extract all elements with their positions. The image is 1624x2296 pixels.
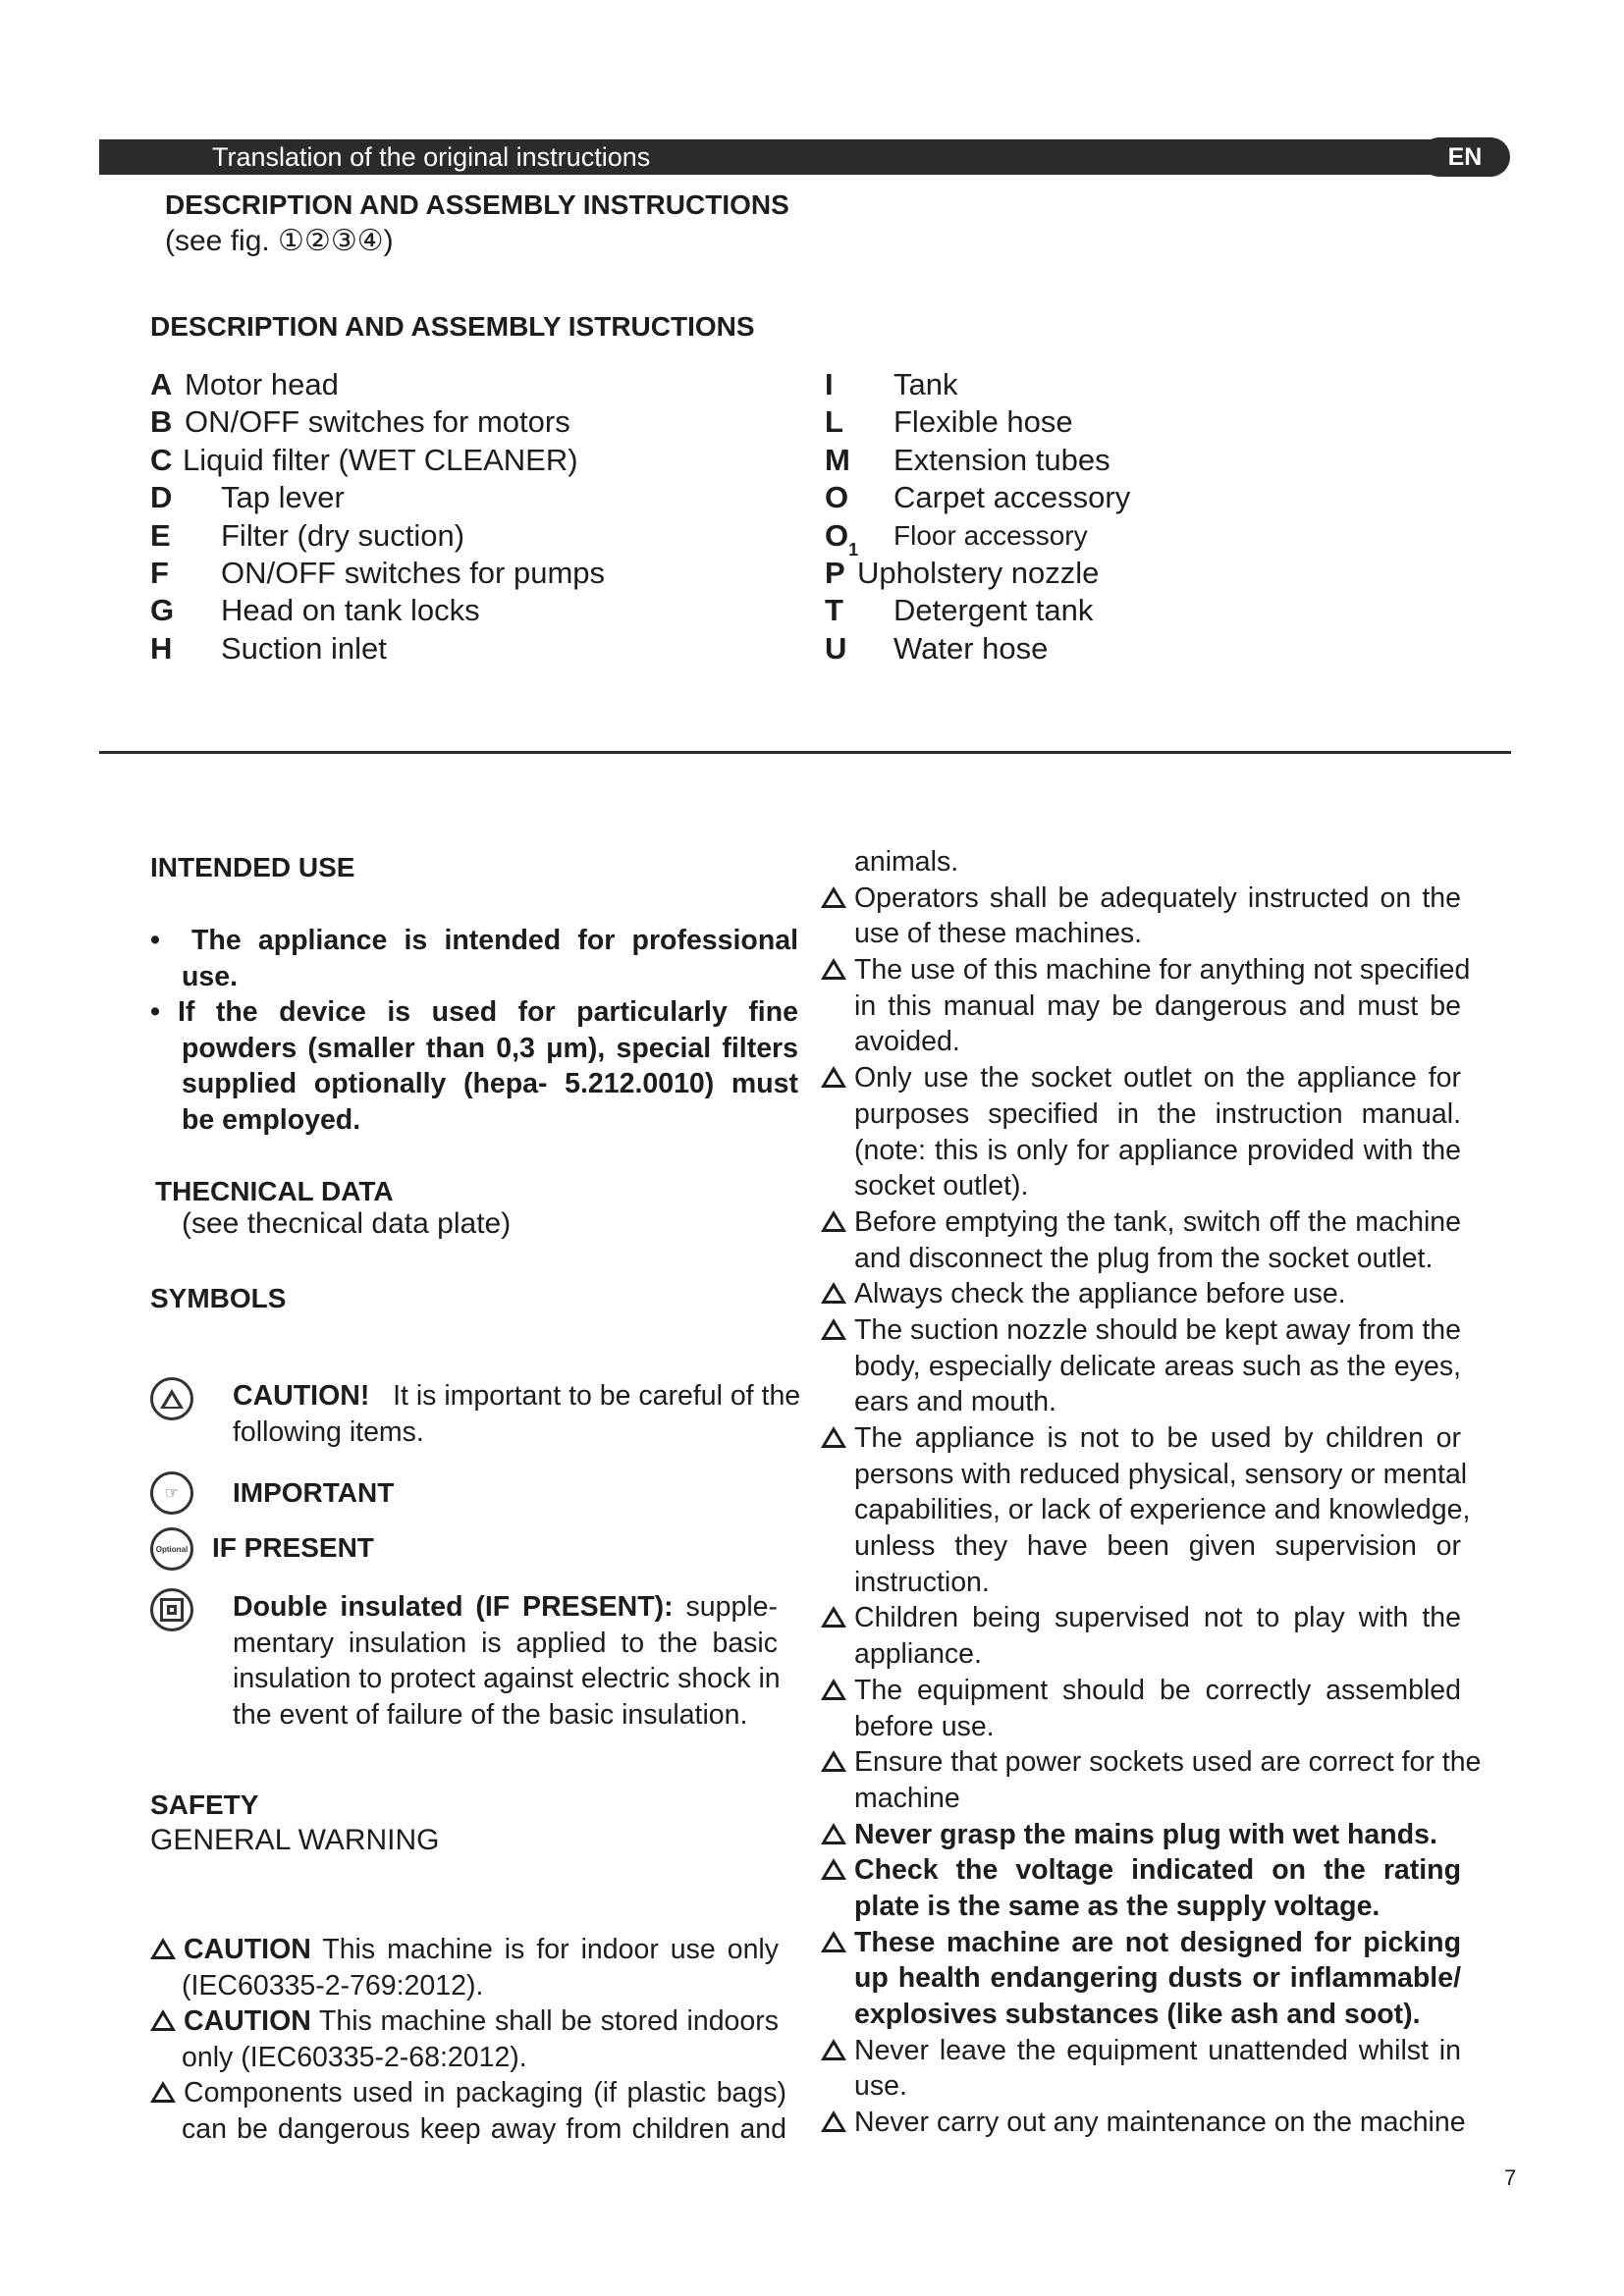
double-line: mentary insulation is applied to the basic	[233, 1627, 778, 1659]
double-line: insulation to protect against electric shock in	[233, 1663, 781, 1695]
part-label: Liquid filter (WET CLEANER)	[183, 442, 578, 477]
warning-line: ears and mouth.	[854, 1386, 1056, 1418]
warning-text: Always check the appliance before use.	[854, 1278, 1346, 1310]
warning-line	[821, 1204, 1461, 1241]
part-label: Water hose	[893, 630, 1049, 666]
symbol-caution	[233, 1378, 802, 1450]
part-code: O	[825, 480, 849, 515]
warning-icon	[821, 958, 846, 980]
warning-item	[821, 952, 1471, 1060]
part-row	[825, 555, 1335, 592]
warning-item	[821, 1744, 1482, 1816]
caution-label: CAUTION	[184, 2005, 311, 2037]
safety-line: can be dangerous keep away from children and	[182, 2112, 786, 2145]
warning-icon	[821, 1210, 846, 1232]
symbols-title: SYMBOLS	[150, 1283, 287, 1313]
warning-icon	[821, 1750, 846, 1772]
warning-line: persons with reduced physical, sensory or mental	[854, 1458, 1468, 1490]
technical-data-text: (see thecnical data plate)	[182, 1207, 512, 1240]
warning-text: Never grasp the mains plug with wet hands.	[854, 1818, 1437, 1850]
warning-line: unless they have been given supervision or	[854, 1530, 1461, 1563]
warning-line: instruction.	[854, 1566, 990, 1598]
warning-line: machine	[854, 1782, 960, 1814]
intended-use-bullet-1	[150, 923, 798, 994]
part-label: Detergent tank	[893, 593, 1094, 628]
part-row	[150, 366, 779, 403]
warning-line: use.	[854, 2070, 907, 2103]
part-row	[825, 592, 1335, 629]
part-label: Filter (dry suction)	[221, 517, 465, 553]
section1-title: DESCRIPTION AND ASSEMBLY INSTRUCTIONS	[165, 189, 789, 220]
page-number: 7	[1504, 2165, 1517, 2190]
warning-line	[821, 1060, 1461, 1096]
parts-list-right	[825, 366, 1335, 667]
warning-text: Children being supervised not to play with the	[854, 1602, 1461, 1634]
warning-line: and disconnect the plug from the socket outlet.	[854, 1242, 1434, 1274]
warning-text: The use of this machine for anything not specified	[854, 954, 1471, 987]
warning-icon	[821, 1606, 846, 1628]
caution-label: CAUTION!	[233, 1380, 370, 1412]
part-code: C	[150, 442, 173, 477]
warning-text: Never leave the equipment unattended whilst in	[854, 2034, 1461, 2066]
warning-item	[821, 1060, 1461, 1204]
part-code: P	[825, 555, 845, 590]
part-code: I	[825, 367, 834, 401]
warning-item	[821, 1817, 1461, 1853]
bullet-text: If the device is used for particularly fine	[178, 996, 798, 1028]
optional-icon: Optional	[150, 1527, 193, 1571]
warning-line	[821, 1276, 1461, 1312]
double-line	[233, 1589, 778, 1626]
warning-text: The equipment should be correctly assembled	[854, 1674, 1461, 1706]
part-code: F	[150, 555, 169, 590]
warning-text: Check the voltage indicated on the rating	[854, 1854, 1461, 1887]
warning-text: Never carry out any maintenance on the machine	[854, 2107, 1466, 2139]
part-code: D	[150, 480, 173, 515]
safety-caution-1	[150, 1932, 779, 2003]
part-row	[150, 479, 779, 516]
caution-line: following items.	[233, 1415, 424, 1448]
part-label: Tank	[893, 367, 958, 401]
warning-line	[821, 952, 1471, 988]
section2-title: DESCRIPTION AND ASSEMBLY ISTRUCTIONS	[150, 311, 755, 342]
part-label: Head on tank locks	[221, 593, 480, 628]
warning-item	[821, 2033, 1461, 2105]
part-code: L	[825, 404, 843, 440]
caution-label: CAUTION	[184, 1934, 311, 1965]
warning-line: body, especially delicate areas such as the eyes,	[854, 1350, 1461, 1382]
packaging-text: Components used in packaging (if plastic bags)	[184, 2077, 786, 2109]
part-label: Tap lever	[221, 480, 345, 515]
warning-icon	[150, 2009, 176, 2031]
warning-line	[821, 1744, 1482, 1781]
safety-title: SAFETY	[150, 1789, 259, 1820]
part-row	[150, 592, 779, 629]
double-label: Double insulated (IF PRESENT):	[233, 1591, 674, 1623]
bullet-text: The appliance is intended for professional	[191, 925, 798, 956]
safety-subtitle: GENERAL WARNING	[150, 1824, 440, 1856]
warning-line: before use.	[854, 1710, 995, 1742]
part-label: Extension tubes	[893, 442, 1110, 477]
part-row	[150, 403, 779, 441]
warning-line	[821, 1925, 1461, 1961]
warning-line: capabilities, or lack of experience and knowledge,	[854, 1494, 1471, 1526]
warning-line	[821, 1312, 1461, 1349]
warning-text: These machine are not designed for picking	[854, 1926, 1461, 1958]
warning-item	[821, 1925, 1461, 2033]
bullet-line: use.	[182, 960, 239, 992]
safety-line	[150, 1932, 779, 1968]
warning-icon	[821, 886, 846, 908]
double-line: the event of failure of the basic insulation.	[233, 1699, 748, 1732]
safety-line: only (IEC60335-2-68:2012).	[182, 2041, 527, 2073]
warning-icon	[821, 1931, 846, 1952]
warning-text: Ensure that power sockets used are correct for the	[854, 1746, 1482, 1779]
double-square-icon	[160, 1598, 184, 1622]
warning-line: up health endangering dusts or inflammable/	[854, 1962, 1461, 1995]
part-row	[825, 517, 1335, 560]
warning-icon	[150, 2081, 176, 2103]
technical-data-title: THECNICAL DATA	[155, 1176, 394, 1206]
bullet-line: supplied optionally (hepa- 5.212.0010) must	[182, 1068, 798, 1100]
symbol-important-label: IMPORTANT	[233, 1477, 395, 1508]
warning-icon	[821, 1426, 846, 1448]
safety-warnings-list	[821, 844, 1482, 2141]
safety-caution-2	[150, 2003, 779, 2075]
language-badge: EN	[1420, 137, 1510, 177]
warning-icon	[821, 1066, 846, 1088]
part-label: Floor accessory	[893, 519, 1088, 551]
part-label: Carpet accessory	[893, 480, 1131, 515]
part-row	[825, 630, 1335, 667]
important-hand-icon: ☞	[150, 1471, 193, 1515]
warning-item	[821, 1420, 1471, 1600]
part-code-letter: O	[825, 517, 849, 553]
warning-item	[821, 1852, 1461, 1924]
warning-line	[821, 2105, 1466, 2141]
part-label: Flexible hose	[893, 404, 1073, 440]
section1-subtitle: (see fig. ①②③④)	[165, 225, 394, 257]
warning-icon	[150, 1938, 176, 1959]
part-row	[825, 366, 1335, 403]
bullet-dot: •	[150, 925, 160, 956]
intended-use-title: INTENDED USE	[150, 852, 355, 882]
symbol-double-insulated	[233, 1589, 781, 1734]
warning-icon	[821, 1679, 846, 1700]
warning-item	[821, 1312, 1461, 1420]
part-code: T	[825, 593, 843, 628]
section-divider	[99, 751, 1511, 754]
bullet-line	[150, 994, 798, 1031]
parts-list-left	[150, 366, 779, 667]
safety-line	[150, 2075, 786, 2111]
double-text: supple-	[685, 1591, 778, 1623]
warning-text: Before emptying the tank, switch off the machine	[854, 1205, 1461, 1238]
part-code: H	[150, 630, 173, 666]
warning-line: animals.	[854, 846, 959, 878]
warning-text: The suction nozzle should be kept away from the	[854, 1313, 1461, 1346]
part-row	[150, 517, 779, 555]
part-row	[825, 479, 1335, 516]
warning-text: Only use the socket outlet on the appliance for	[854, 1062, 1461, 1095]
warning-line	[821, 881, 1461, 917]
part-code-subscript: 1	[848, 539, 859, 560]
caution-line	[233, 1378, 802, 1415]
part-code: B	[150, 404, 173, 440]
part-label: ON/OFF switches for pumps	[221, 555, 606, 590]
warning-line: explosives substances (like ash and soot).	[854, 1999, 1421, 2030]
part-code: U	[825, 630, 847, 666]
symbol-if-present-label: IF PRESENT	[212, 1532, 374, 1563]
warning-icon	[821, 2110, 846, 2132]
part-label: Motor head	[185, 367, 339, 401]
warning-line: use of these machines.	[854, 918, 1143, 950]
warning-item	[821, 1204, 1461, 1276]
part-row	[150, 630, 779, 667]
header-bar	[99, 139, 1487, 175]
warning-icon	[821, 1318, 846, 1340]
bullet-line	[150, 923, 798, 959]
warning-line: purposes specified in the instruction manual.	[854, 1097, 1461, 1130]
warning-line: appliance.	[854, 1638, 982, 1671]
warning-line: avoided.	[854, 1026, 960, 1058]
warning-line	[821, 1852, 1461, 1889]
warning-triangle-icon	[160, 1389, 184, 1409]
safety-packaging	[150, 2075, 786, 2147]
warning-icon	[821, 1823, 846, 1844]
warning-icon	[821, 1282, 846, 1304]
part-label: Upholstery nozzle	[857, 555, 1100, 590]
bullet-line: be employed.	[182, 1104, 361, 1137]
part-code: E	[150, 517, 171, 553]
part-row	[825, 442, 1335, 479]
warning-item	[821, 881, 1461, 952]
warning-icon	[821, 1858, 846, 1880]
intended-use-bullet-2	[150, 994, 798, 1139]
warning-line	[821, 1673, 1461, 1709]
part-code: G	[150, 593, 175, 628]
part-code: M	[825, 442, 850, 477]
part-row	[150, 442, 779, 479]
warning-line	[821, 2033, 1461, 2069]
bullet-dot: •	[150, 996, 160, 1028]
part-row	[150, 555, 779, 592]
warning-line: socket outlet).	[854, 1170, 1029, 1202]
caution-text: This machine is for indoor use only	[322, 1934, 780, 1965]
part-row	[825, 403, 1335, 441]
warning-item	[821, 2105, 1466, 2141]
warning-line	[821, 1817, 1461, 1853]
warning-item	[821, 1600, 1461, 1672]
warning-item	[821, 1673, 1461, 1744]
caution-symbol-icon	[150, 1377, 193, 1420]
warning-line	[821, 1420, 1461, 1457]
double-insulated-icon	[150, 1588, 193, 1631]
warning-item	[821, 1276, 1461, 1312]
bullet-line: powders (smaller than 0,3 μm), special filters	[182, 1032, 798, 1064]
warning-text: The appliance is not to be used by children or	[854, 1422, 1461, 1454]
caution-text: It is important to be careful of the	[393, 1380, 801, 1412]
warning-text: Operators shall be adequately instructed on the	[854, 881, 1461, 914]
header-title: Translation of the original instructions	[212, 142, 651, 172]
part-code	[825, 517, 858, 559]
safety-line	[150, 2003, 779, 2040]
part-label: Suction inlet	[221, 630, 387, 666]
warning-line: in this manual may be dangerous and must be	[854, 989, 1461, 1022]
safety-line: (IEC60335-2-769:2012).	[182, 1969, 484, 2002]
warning-icon	[821, 2039, 846, 2060]
warning-line: (note: this is only for appliance provided with the	[854, 1134, 1461, 1166]
part-label: ON/OFF switches for motors	[185, 404, 570, 440]
warning-line	[821, 1600, 1461, 1636]
warning-line: plate is the same as the supply voltage.	[854, 1890, 1380, 1922]
warning-item	[821, 844, 1461, 881]
part-code: A	[150, 367, 173, 401]
caution-text: This machine shall be stored indoors	[319, 2005, 779, 2037]
